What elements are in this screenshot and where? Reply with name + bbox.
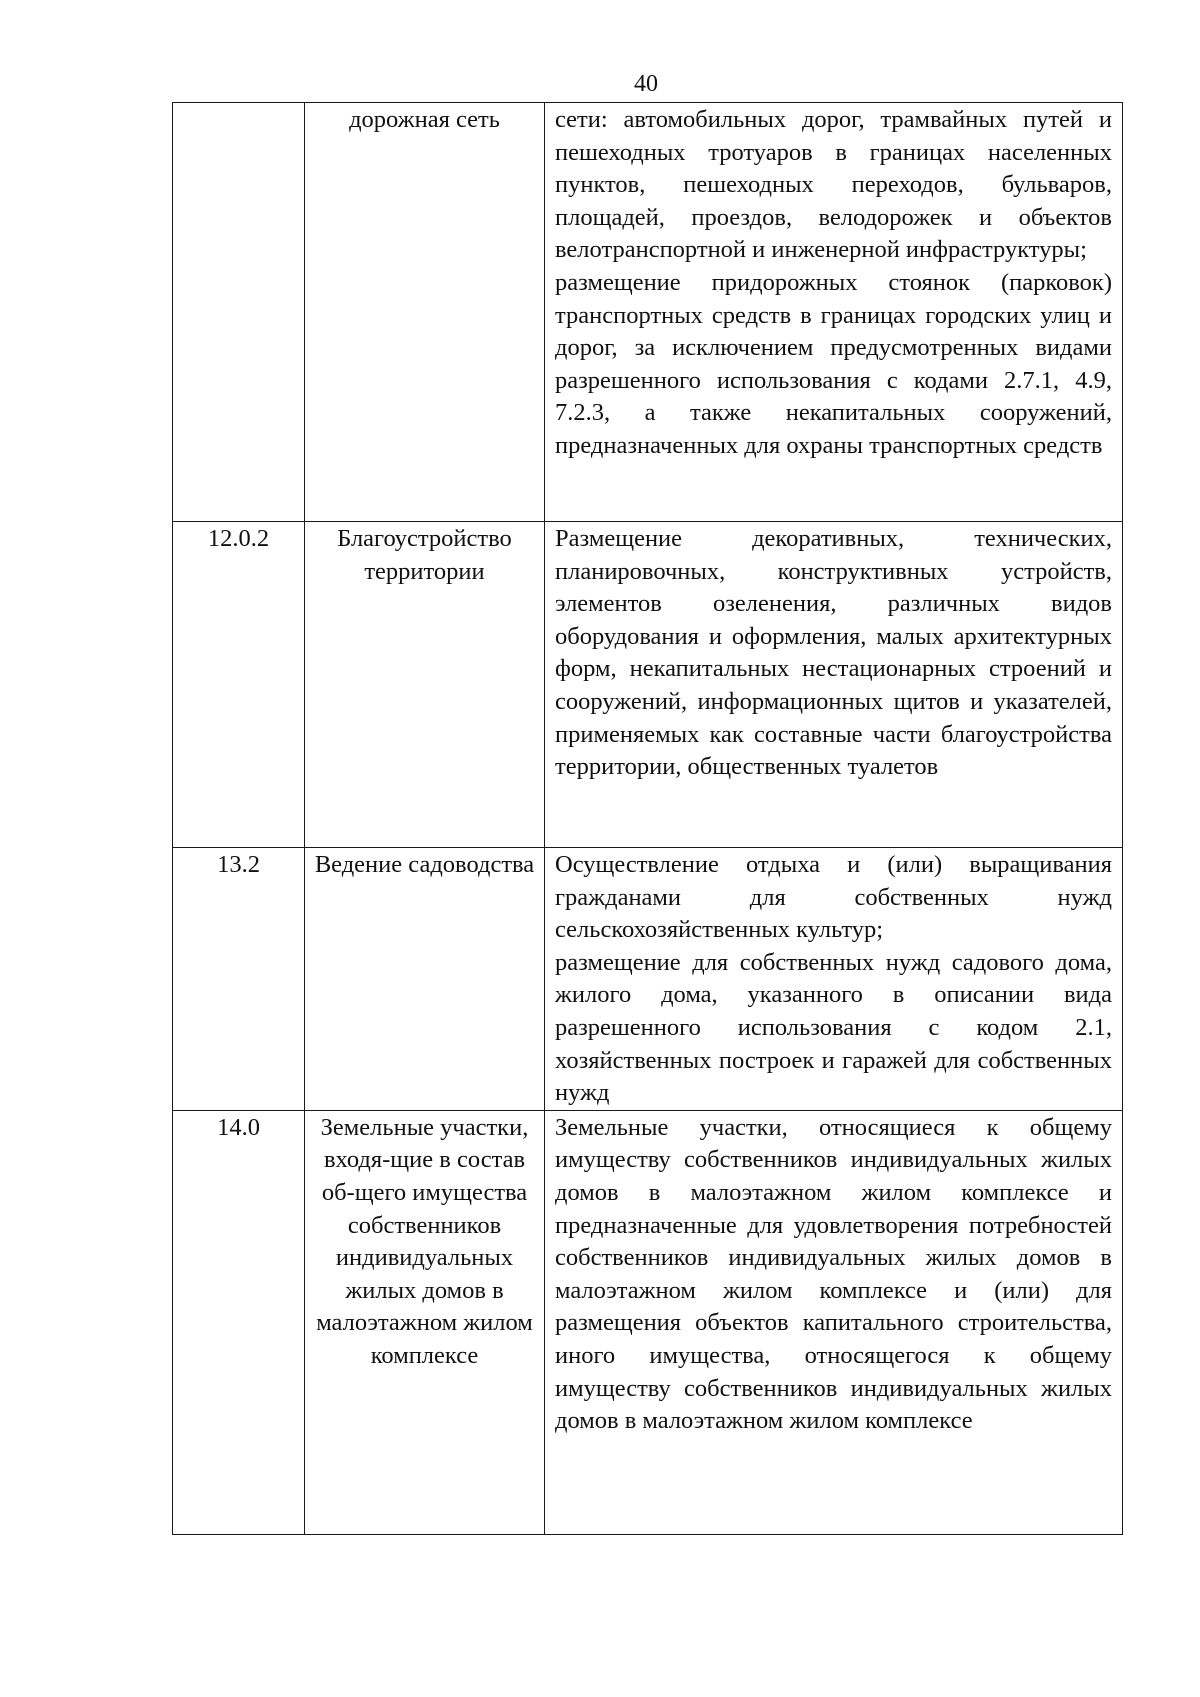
table-row bbox=[173, 522, 1123, 848]
row-description-cell bbox=[545, 1110, 1123, 1534]
description-paragraph: Земельные участки, относящиеся к общему имуществу собственников индивидуальных жилых домов в малоэтажном жилом комплексе и предназначенные для удовлетворения потребностей собственников индивидуальных жилых домов в малоэтажном жилом комплексе и (или) для размещения объектов капитального строительства, иного имущества, относящегося к общему имуществу собственников индивидуальных жилых домов в малоэтажном жилом комплексе bbox=[555, 1113, 1112, 1435]
description-paragraph: Осуществление отдыха и (или) выращивания гражданами для собственных нужд сельскохозяйственных культур; bbox=[555, 851, 1112, 944]
description-paragraph: размещение придорожных стоянок (парковок) транспортных средств в границах городских улиц и дорог, за исключением предусмотренных видами разрешенного использования с кодами 2.7.1, 4.9, 7.2.3, а также некапитальных сооружений, предназначенных для охраны транспортных средств bbox=[555, 268, 1112, 459]
row-description-cell bbox=[545, 103, 1123, 522]
row-name-cell: Ведение садоводства bbox=[305, 848, 545, 1111]
description-paragraph: Размещение декоративных, технических, планировочных, конструктивных устройств, элементов озеленения, различных видов оборудования и оформления, малых архитектурных форм, некапитальных нестационарных строений и сооружений, информационных щитов и указателей, применяемых как составные части благоустройства территории, общественных туалетов bbox=[555, 525, 1112, 781]
land-use-table bbox=[172, 102, 1123, 1535]
row-name-cell: Земельные участки, входя-щие в состав об-щего имущества собственников индивидуальных жилых домов в малоэтажном жилом комплексе bbox=[305, 1110, 545, 1534]
table-row bbox=[173, 1110, 1123, 1534]
table-row bbox=[173, 848, 1123, 1111]
row-code-cell bbox=[173, 103, 305, 522]
row-description-cell bbox=[545, 522, 1123, 848]
row-description-cell bbox=[545, 848, 1123, 1111]
row-code-cell: 14.0 bbox=[173, 1110, 305, 1534]
table-row bbox=[173, 103, 1123, 522]
row-code-cell: 13.2 bbox=[173, 848, 305, 1111]
description-paragraph: размещение для собственных нужд садового дома, жилого дома, указанного в описании вида разрешенного использования с кодом 2.1, хозяйственных построек и гаражей для собственных нужд bbox=[555, 948, 1112, 1107]
row-name-cell: дорожная сеть bbox=[305, 103, 545, 522]
page-number: 40 bbox=[634, 71, 658, 97]
row-name-cell: Благоустройство территории bbox=[305, 522, 545, 848]
row-code-cell: 12.0.2 bbox=[173, 522, 305, 848]
description-paragraph: сети: автомобильных дорог, трамвайных путей и пешеходных тротуаров в границах населенных пунктов, пешеходных переходов, бульваров, площадей, проездов, велодорожек и объектов велотранспортной и инженерной инфраструктуры; bbox=[555, 106, 1112, 264]
